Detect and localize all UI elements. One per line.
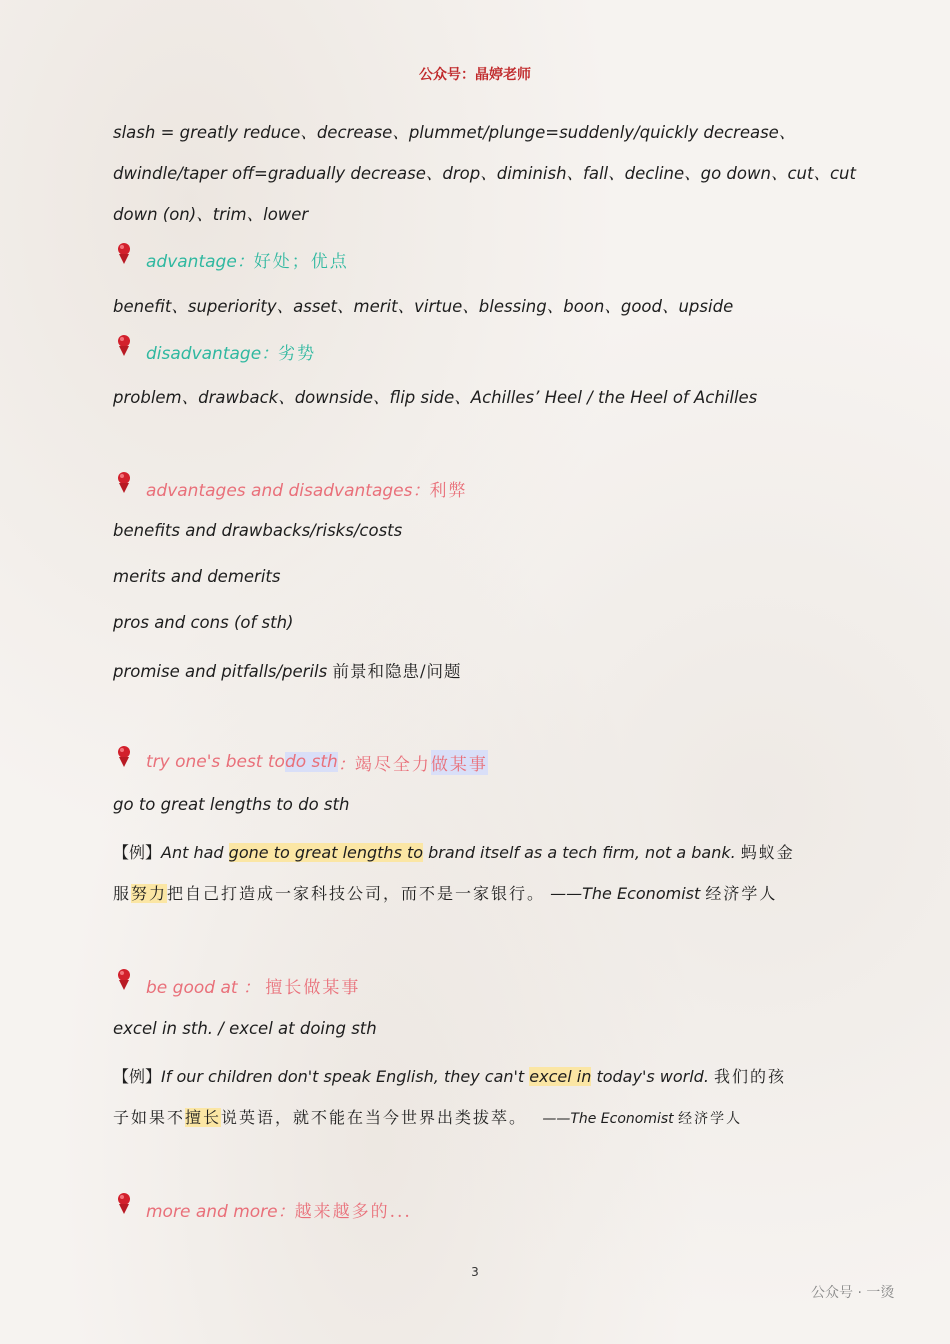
heading-disadvantage: disadvantage： 劣势 [113, 338, 316, 364]
example-2-line-2: 子如果不擅长说英语，就不能在当今世界出类拔萃。 ——The Economist 经济学人 [113, 1108, 743, 1127]
advantage-synonyms: benefit、superiority、asset、merit、virtue、blessing、boon、good、upside [113, 297, 734, 316]
watermark: 公众号 · 一烫 [811, 1285, 895, 1301]
slash-line-3: down (on)、trim、lower [113, 205, 309, 224]
page-number: 3 [471, 1265, 479, 1279]
good-at-synonym: excel in sth. / excel at doing sth [113, 1019, 377, 1038]
advdis-line-1: benefits and drawbacks/risks/costs [113, 521, 403, 540]
heading-good-at: be good at ： 擅长做某事 [113, 972, 360, 998]
heading-advantage: advantage： 好处；优点 [113, 246, 349, 272]
pushpin-icon [113, 338, 139, 364]
pushpin-icon [113, 749, 139, 775]
try-best-synonym: go to great lengths to do sth [113, 795, 350, 814]
heading-more-and-more: more and more： 越来越多的... [113, 1196, 412, 1222]
pushpin-icon [113, 1196, 139, 1222]
slash-line-1: slash = greatly reduce、decrease、plummet/plunge=suddenly/quickly decrease、 [113, 123, 796, 142]
example-2-line-1: 【例】If our children don't speak English, they can't excel in today's world. 我们的孩 [113, 1067, 787, 1086]
heading-try-best: try one's best to do sth ： 竭尽全力 做某事 [113, 749, 488, 775]
page-header: 公众号：晶婷老师 [419, 67, 531, 83]
advdis-line-3: pros and cons (of sth) [113, 613, 294, 632]
pushpin-icon [113, 972, 139, 998]
promise-line: promise and pitfalls/perils 前景和隐患/问题 [113, 662, 462, 681]
advdis-line-2: merits and demerits [113, 567, 281, 586]
example-1-line-1: 【例】Ant had gone to great lengths to brand itself as a tech firm, not a bank. 蚂蚁金 [113, 843, 795, 862]
pushpin-icon [113, 246, 139, 272]
pushpin-icon [113, 475, 139, 501]
disadvantage-synonyms: problem、drawback、downside、flip side、Achilles’ Heel / the Heel of Achilles [113, 388, 758, 407]
heading-advantages-disadvantages: advantages and disadvantages： 利弊 [113, 475, 467, 501]
example-1-line-2: 服努力把自己打造成一家科技公司，而不是一家银行。 ——The Economist 经济学人 [113, 884, 778, 903]
slash-line-2: dwindle/taper off=gradually decrease、drop、diminish、fall、decline、go down、cut、cut [113, 164, 856, 183]
